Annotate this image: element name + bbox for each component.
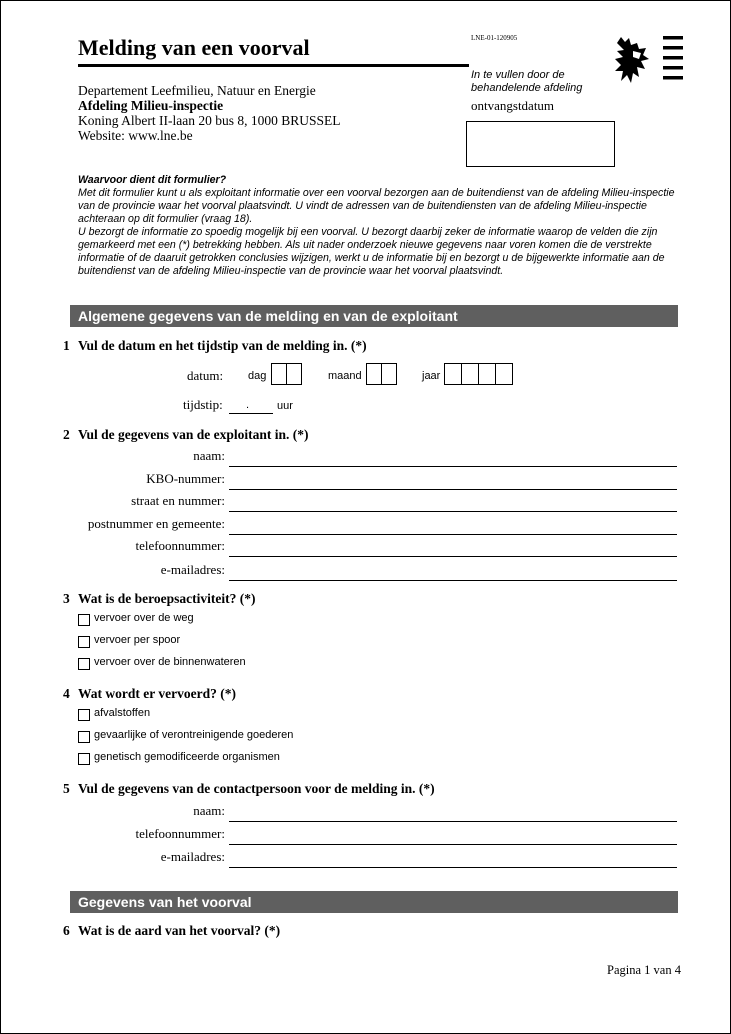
day-label: dag bbox=[248, 370, 267, 382]
question-number: 1 bbox=[63, 338, 70, 353]
digit-box[interactable] bbox=[381, 363, 397, 385]
input-street[interactable] bbox=[229, 511, 677, 512]
option-rail-transport: vervoer per spoor bbox=[94, 634, 181, 646]
intro-paragraph-1: Met dit formulier kunt u als exploitant informatie over een voorval bezorgen aan de buitendienst van de afdeling Milieu-inspectie van de provincie waar het voorval plaatsvindt. U vindt de adressen van de buitendiensten van de afdeling Milieu-inspectie achteraan op dit formulier (vraag 18). bbox=[78, 187, 675, 225]
option-dangerous-goods: gevaarlijke of verontreinigende goederen bbox=[94, 729, 294, 741]
receipt-date-box[interactable] bbox=[466, 121, 615, 167]
field-label-kbo: KBO-nummer: bbox=[146, 471, 225, 486]
question-text: Wat wordt er vervoerd? (*) bbox=[78, 686, 236, 701]
question-3 bbox=[63, 591, 255, 607]
digit-box[interactable] bbox=[495, 363, 513, 385]
fill-note bbox=[471, 69, 582, 95]
input-phone[interactable] bbox=[229, 556, 677, 557]
reference-code: LNE-01-120905 bbox=[471, 34, 518, 42]
title-rule bbox=[78, 64, 469, 67]
year-label: jaar bbox=[422, 370, 441, 382]
receipt-date-label: ontvangstdatum bbox=[471, 98, 555, 113]
page-title: Melding van een voorval bbox=[78, 35, 310, 60]
field-label-email: e-mailadres: bbox=[160, 562, 225, 577]
digit-box[interactable] bbox=[271, 363, 287, 385]
section-header-general: Algemene gegevens van de melding en van de exploitant bbox=[70, 305, 678, 327]
checkbox-waste[interactable] bbox=[78, 709, 90, 721]
question-number: 4 bbox=[63, 686, 70, 701]
option-waste: afvalstoffen bbox=[94, 707, 151, 719]
question-text: Vul de gegevens van de exploitant in. (*) bbox=[78, 427, 309, 442]
division-name: Afdeling Milieu-inspectie bbox=[78, 98, 224, 113]
department-name: Departement Leefmilieu, Natuur en Energie bbox=[78, 83, 316, 98]
time-label: tijdstip: bbox=[183, 397, 223, 412]
field-label-contact-phone: telefoonnummer: bbox=[135, 826, 225, 841]
input-kbo-number[interactable] bbox=[229, 489, 677, 490]
fill-note-line-1: In te vullen door de bbox=[471, 69, 565, 81]
intro-paragraph-2: U bezorgt de informatie zo spoedig mogelijk bij een voorval. U bezorgt daarbij zeker de informatie waarop de velden die zijn gemarkeerd met een (*) betrekking hebben. Als uit nader onderzoek nieuwe gegevens naar voren komen die de verstrekte informatie of de daaruit getrokken conclusies wijzigen, werkt u de informatie bij en bezorgt u de bijgewerkte informatie aan de buitendienst van de afdeling Milieu-inspectie van de provincie waar het voorval plaatsvindt. bbox=[78, 226, 665, 277]
input-email[interactable] bbox=[229, 580, 677, 581]
month-label: maand bbox=[328, 370, 362, 382]
checkbox-dangerous-goods[interactable] bbox=[78, 731, 90, 743]
input-exploitant-name[interactable] bbox=[229, 466, 677, 467]
checkbox-rail-transport[interactable] bbox=[78, 636, 90, 648]
question-5 bbox=[63, 781, 435, 797]
question-number: 6 bbox=[63, 923, 70, 938]
digit-box[interactable] bbox=[366, 363, 382, 385]
option-inland-waterways: vervoer over de binnenwateren bbox=[94, 656, 246, 668]
time-unit: uur bbox=[277, 400, 293, 412]
section-header-incident: Gegevens van het voorval bbox=[70, 891, 678, 913]
department-block bbox=[78, 83, 341, 143]
time-input[interactable] bbox=[229, 413, 273, 414]
address: Koning Albert II-laan 20 bus 8, 1000 BRUSSEL bbox=[78, 113, 341, 128]
digit-box[interactable] bbox=[286, 363, 302, 385]
field-label-postal: postnummer en gemeente: bbox=[87, 516, 225, 531]
field-label-contact-name: naam: bbox=[193, 803, 225, 818]
question-number: 5 bbox=[63, 781, 70, 796]
input-contact-name[interactable] bbox=[229, 821, 677, 822]
question-2 bbox=[63, 427, 309, 443]
digit-box[interactable] bbox=[461, 363, 479, 385]
field-label-name: naam: bbox=[193, 448, 225, 463]
question-4 bbox=[63, 686, 236, 702]
question-text: Vul de datum en het tijdstip van de melding in. (*) bbox=[78, 338, 367, 353]
option-road-transport: vervoer over de weg bbox=[94, 612, 194, 624]
question-number: 3 bbox=[63, 591, 70, 606]
time-separator: . bbox=[246, 399, 250, 411]
checkbox-road-transport[interactable] bbox=[78, 614, 90, 626]
input-contact-phone[interactable] bbox=[229, 844, 677, 845]
fill-note-line-2: behandelende afdeling bbox=[471, 82, 583, 94]
month-input[interactable] bbox=[367, 363, 397, 385]
question-text: Wat is de beroepsactiviteit? (*) bbox=[78, 591, 256, 606]
page-number: Pagina 1 van 4 bbox=[607, 963, 681, 977]
flemish-lion-logo bbox=[613, 33, 685, 89]
checkbox-gmo[interactable] bbox=[78, 753, 90, 765]
question-text: Wat is de aard van het voorval? (*) bbox=[78, 923, 281, 938]
intro-heading: Waarvoor dient dit formulier? bbox=[78, 174, 227, 186]
digit-box[interactable] bbox=[478, 363, 496, 385]
question-6 bbox=[63, 923, 280, 939]
day-input[interactable] bbox=[272, 363, 302, 385]
digit-box[interactable] bbox=[444, 363, 462, 385]
date-label: datum: bbox=[187, 368, 224, 383]
question-1 bbox=[63, 338, 367, 354]
input-postal-city[interactable] bbox=[229, 534, 677, 535]
field-label-contact-email: e-mailadres: bbox=[160, 849, 225, 864]
checkbox-inland-waterways[interactable] bbox=[78, 658, 90, 670]
year-input[interactable] bbox=[445, 363, 513, 385]
question-text: Vul de gegevens van de contactpersoon voor de melding in. (*) bbox=[78, 781, 435, 796]
intro-text bbox=[78, 174, 678, 278]
option-gmo: genetisch gemodificeerde organismen bbox=[94, 751, 280, 763]
input-contact-email[interactable] bbox=[229, 867, 677, 868]
field-label-street: straat en nummer: bbox=[131, 493, 225, 508]
website: Website: www.lne.be bbox=[78, 128, 193, 143]
field-label-phone: telefoonnummer: bbox=[135, 538, 225, 553]
question-number: 2 bbox=[63, 427, 70, 442]
